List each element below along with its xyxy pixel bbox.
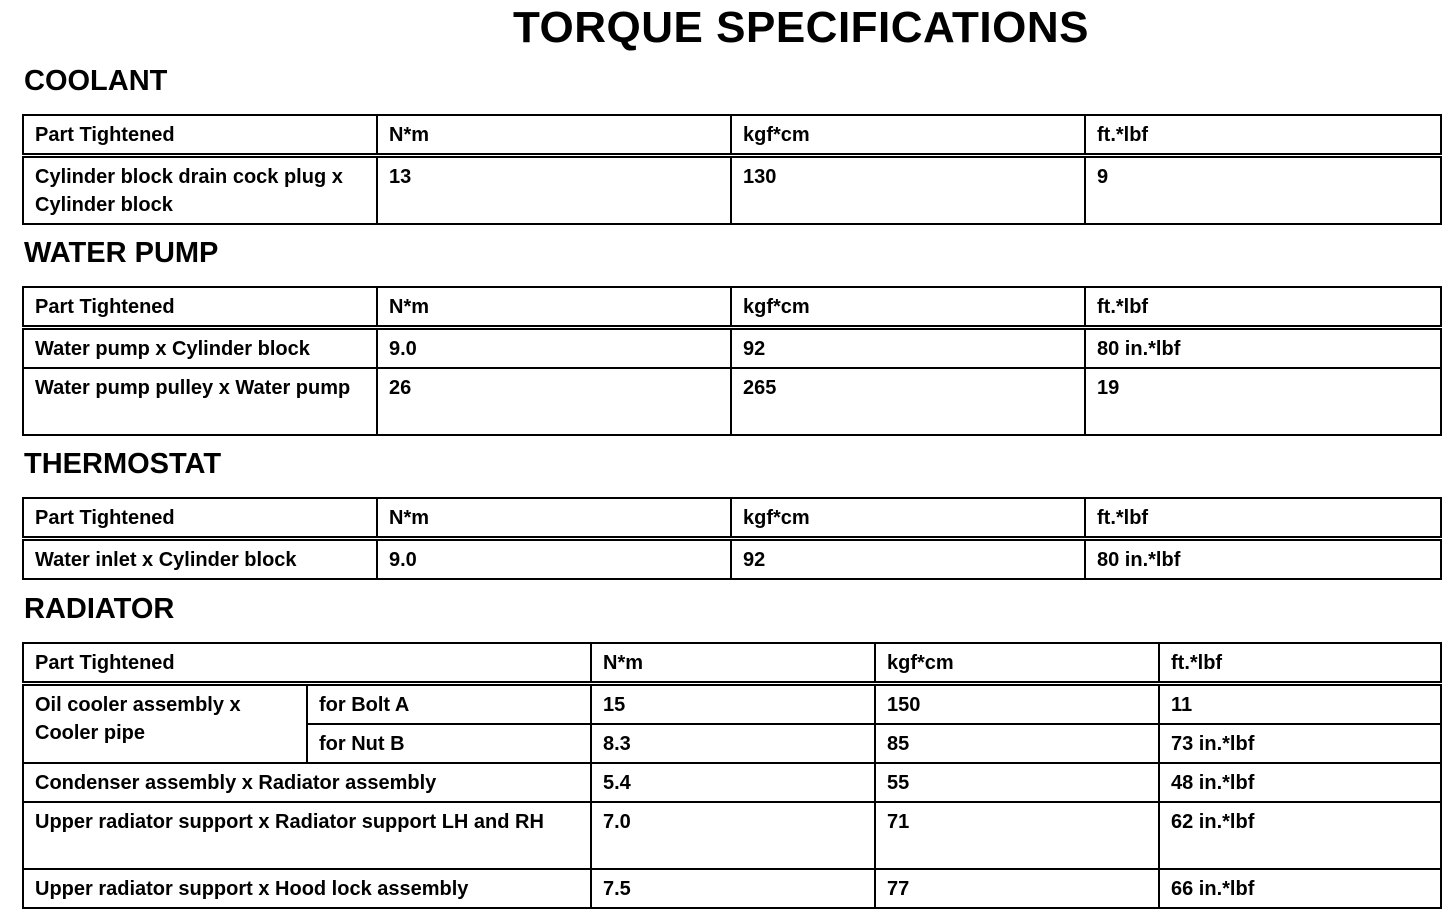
table-header-row — [23, 498, 1441, 539]
table-header-row — [23, 115, 1441, 156]
table-row — [23, 156, 1441, 225]
coolant-table — [22, 114, 1442, 225]
kgf-cell: 92 — [731, 539, 1085, 580]
header-nm: N*m — [377, 287, 731, 328]
ftlbf-cell: 80 in.*lbf — [1085, 539, 1441, 580]
nm-cell: 7.0 — [591, 802, 875, 869]
header-kgf-cm: kgf*cm — [731, 498, 1085, 539]
table-row — [23, 684, 1441, 725]
nm-cell: 13 — [377, 156, 731, 225]
header-part-tightened: Part Tightened — [23, 115, 377, 156]
header-kgf-cm: kgf*cm — [731, 115, 1085, 156]
part-cell: Water pump pulley x Water pump — [23, 368, 377, 435]
header-part-tightened: Part Tightened — [23, 287, 377, 328]
part-cell: Water pump x Cylinder block — [23, 328, 377, 369]
ftlbf-cell: 80 in.*lbf — [1085, 328, 1441, 369]
header-ft-lbf: ft.*lbf — [1085, 287, 1441, 328]
section-heading-radiator: RADIATOR — [24, 593, 175, 625]
part-cell: Upper radiator support x Radiator support LH and RH — [23, 802, 591, 869]
kgf-cell: 85 — [875, 724, 1159, 763]
ftlbf-cell: 11 — [1159, 684, 1441, 725]
nm-cell: 7.5 — [591, 869, 875, 908]
header-ft-lbf: ft.*lbf — [1159, 643, 1441, 684]
header-ft-lbf: ft.*lbf — [1085, 115, 1441, 156]
section-heading-water-pump: WATER PUMP — [24, 237, 219, 269]
table-row — [23, 869, 1441, 908]
kgf-cell: 77 — [875, 869, 1159, 908]
part-cell: Cylinder block drain cock plug x Cylinder block — [23, 156, 377, 225]
ftlbf-cell: 66 in.*lbf — [1159, 869, 1441, 908]
radiator-table — [22, 642, 1442, 909]
table-row — [23, 539, 1441, 580]
ftlbf-cell: 9 — [1085, 156, 1441, 225]
sub-part-cell: for Nut B — [307, 724, 591, 763]
thermostat-table — [22, 497, 1442, 580]
ftlbf-cell: 73 in.*lbf — [1159, 724, 1441, 763]
nm-cell: 15 — [591, 684, 875, 725]
kgf-cell: 71 — [875, 802, 1159, 869]
section-heading-coolant: COOLANT — [24, 65, 168, 97]
page-title: TORQUE SPECIFICATIONS — [512, 3, 1090, 52]
kgf-cell: 55 — [875, 763, 1159, 802]
ftlbf-cell: 62 in.*lbf — [1159, 802, 1441, 869]
table-row — [23, 802, 1441, 869]
header-kgf-cm: kgf*cm — [731, 287, 1085, 328]
header-nm: N*m — [377, 498, 731, 539]
part-cell: Upper radiator support x Hood lock assembly — [23, 869, 591, 908]
ftlbf-cell: 48 in.*lbf — [1159, 763, 1441, 802]
kgf-cell: 265 — [731, 368, 1085, 435]
kgf-cell: 150 — [875, 684, 1159, 725]
part-cell: Oil cooler assembly x Cooler pipe — [23, 684, 307, 764]
table-row — [23, 368, 1441, 435]
kgf-cell: 130 — [731, 156, 1085, 225]
header-kgf-cm: kgf*cm — [875, 643, 1159, 684]
part-cell: Condenser assembly x Radiator assembly — [23, 763, 591, 802]
table-row — [23, 763, 1441, 802]
nm-cell: 26 — [377, 368, 731, 435]
table-header-row — [23, 643, 1441, 684]
header-part-tightened: Part Tightened — [23, 498, 377, 539]
nm-cell: 9.0 — [377, 539, 731, 580]
header-nm: N*m — [591, 643, 875, 684]
table-row — [23, 328, 1441, 369]
part-cell: Water inlet x Cylinder block — [23, 539, 377, 580]
table-header-row — [23, 287, 1441, 328]
kgf-cell: 92 — [731, 328, 1085, 369]
nm-cell: 9.0 — [377, 328, 731, 369]
nm-cell: 5.4 — [591, 763, 875, 802]
header-nm: N*m — [377, 115, 731, 156]
section-heading-thermostat: THERMOSTAT — [24, 448, 222, 480]
ftlbf-cell: 19 — [1085, 368, 1441, 435]
header-part-tightened: Part Tightened — [23, 643, 591, 684]
water-pump-table — [22, 286, 1442, 436]
header-ft-lbf: ft.*lbf — [1085, 498, 1441, 539]
sub-part-cell: for Bolt A — [307, 684, 591, 725]
nm-cell: 8.3 — [591, 724, 875, 763]
